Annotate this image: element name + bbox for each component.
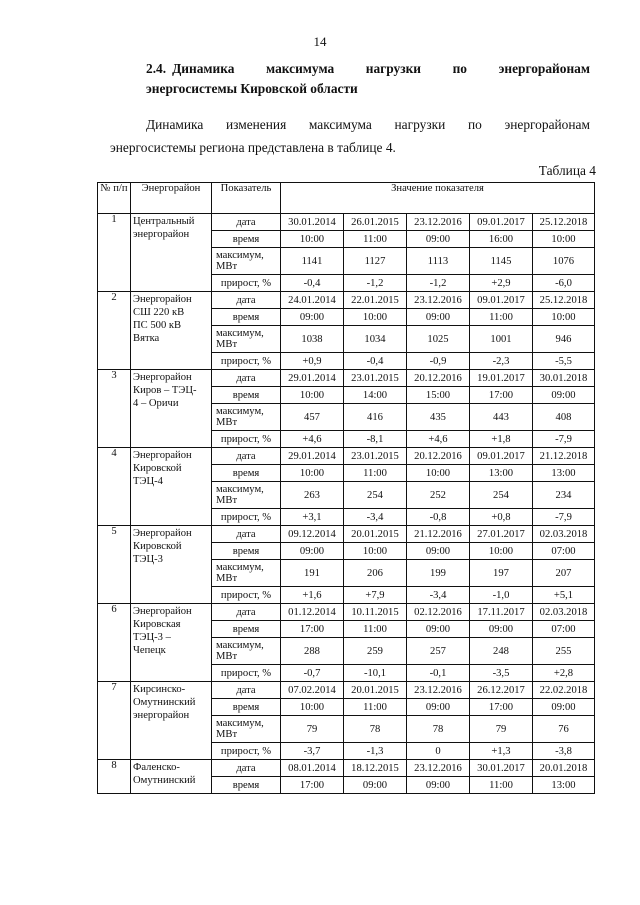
value-cell: 79 [281,716,344,743]
value-cell: -5,5 [533,353,595,370]
value-cell: 29.01.2014 [281,370,344,387]
value-cell: 09.01.2017 [470,448,533,465]
region-name-line: Энергорайон [133,450,192,461]
indicator-label: время [212,387,281,404]
region-name-line: энергорайон [133,229,190,240]
value-cell: 13:00 [533,465,595,482]
indicator-label: дата [212,526,281,543]
region-name-line: Фаленско- [133,762,180,773]
value-cell: 10:00 [344,309,407,326]
region-name [131,682,212,760]
indicator-label: максимум, МВт [212,482,281,509]
value-cell: -10,1 [344,665,407,682]
value-cell: 0 [407,743,470,760]
value-cell: 09:00 [407,543,470,560]
value-cell: 10.11.2015 [344,604,407,621]
indicator-label: максимум, МВт [212,716,281,743]
value-cell: -0,9 [407,353,470,370]
value-cell: 10:00 [407,465,470,482]
value-cell: 02.03.2018 [533,526,595,543]
value-cell: 206 [344,560,407,587]
value-cell: +7,9 [344,587,407,604]
value-cell: 20.01.2015 [344,682,407,699]
value-cell: 252 [407,482,470,509]
value-cell: 946 [533,326,595,353]
value-cell: 17:00 [470,699,533,716]
region-name-line: ТЭЦ-3 [133,554,163,565]
value-cell: 09:00 [407,621,470,638]
value-cell: +1,8 [470,431,533,448]
indicator-label: время [212,465,281,482]
value-cell: -7,9 [533,431,595,448]
value-cell: -3,7 [281,743,344,760]
value-cell: +1,3 [470,743,533,760]
indicator-label: прирост, % [212,353,281,370]
value-cell: 25.12.2018 [533,292,595,309]
region-number: 1 [98,214,131,292]
value-cell: 09:00 [344,777,407,794]
value-cell: -1,3 [344,743,407,760]
value-cell: 11:00 [344,231,407,248]
value-cell: 09:00 [281,309,344,326]
value-cell: 11:00 [470,309,533,326]
value-cell: -8,1 [344,431,407,448]
value-cell: 23.01.2015 [344,370,407,387]
intro-word: по [467,117,482,132]
indicator-label: дата [212,604,281,621]
region-name [131,292,212,370]
value-cell: 10:00 [281,387,344,404]
table-row [98,760,595,777]
value-cell: +5,1 [533,587,595,604]
value-cell: 10:00 [533,309,595,326]
value-cell: 20.01.2015 [344,526,407,543]
indicator-label: прирост, % [212,509,281,526]
value-cell: 1038 [281,326,344,353]
value-cell: -1,2 [344,275,407,292]
value-cell: 09.12.2014 [281,526,344,543]
value-cell: 07:00 [533,621,595,638]
value-cell: -6,0 [533,275,595,292]
value-cell: 25.12.2018 [533,214,595,231]
value-cell: 17:00 [281,777,344,794]
region-name [131,526,212,604]
value-cell: 191 [281,560,344,587]
region-number: 6 [98,604,131,682]
value-cell: 08.01.2014 [281,760,344,777]
table-row [98,448,595,465]
value-cell: 10:00 [281,699,344,716]
region-name-line: Киров – ТЭЦ- [133,385,197,396]
value-cell: 10:00 [281,465,344,482]
intro-line-1 [110,113,590,136]
value-cell: 1141 [281,248,344,275]
value-cell: 09:00 [407,231,470,248]
value-cell: -0,7 [281,665,344,682]
value-cell: 255 [533,638,595,665]
region-name-line: Чепецк [133,645,166,656]
value-cell: 199 [407,560,470,587]
value-cell: 30.01.2014 [281,214,344,231]
heading-number: 2.4. [146,61,167,76]
value-cell: -0,8 [407,509,470,526]
value-cell: 259 [344,638,407,665]
value-cell: -0,1 [407,665,470,682]
region-name-line: ТЭЦ-3 – [133,632,171,643]
value-cell: 1127 [344,248,407,275]
value-cell: 23.12.2016 [407,214,470,231]
value-cell: 11:00 [344,465,407,482]
value-cell: 23.12.2016 [407,682,470,699]
value-cell: 1113 [407,248,470,275]
section-heading [146,59,590,99]
value-cell: 1076 [533,248,595,275]
value-cell: 457 [281,404,344,431]
heading-word: по [452,61,468,76]
region-name [131,760,212,794]
value-cell: 07.02.2014 [281,682,344,699]
value-cell: -3,4 [344,509,407,526]
value-cell: 21.12.2018 [533,448,595,465]
table-row [98,292,595,309]
value-cell: -3,4 [407,587,470,604]
region-name-line: Кировская [133,619,181,630]
value-cell: +2,8 [533,665,595,682]
indicator-label: максимум, МВт [212,404,281,431]
header-num: № п/п [98,183,131,214]
value-cell: 20.12.2016 [407,370,470,387]
region-name-line: ПС 500 кВ [133,320,182,331]
value-cell: 435 [407,404,470,431]
value-cell: -2,3 [470,353,533,370]
value-cell: 22.01.2015 [344,292,407,309]
indicator-label: прирост, % [212,743,281,760]
value-cell: 14:00 [344,387,407,404]
heading-word: максимума [266,61,335,76]
indicator-label: прирост, % [212,275,281,292]
value-cell: 09:00 [470,621,533,638]
value-cell: 1001 [470,326,533,353]
value-cell: 11:00 [470,777,533,794]
value-cell: 20.01.2018 [533,760,595,777]
value-cell: 18.12.2015 [344,760,407,777]
indicator-label: время [212,231,281,248]
value-cell: +0,9 [281,353,344,370]
value-cell: 11:00 [344,699,407,716]
value-cell: -1,0 [470,587,533,604]
value-cell: 11:00 [344,621,407,638]
indicator-label: прирост, % [212,431,281,448]
value-cell: 17.11.2017 [470,604,533,621]
region-number: 4 [98,448,131,526]
indicator-label: максимум, МВт [212,248,281,275]
value-cell: 09:00 [533,699,595,716]
value-cell: 21.12.2016 [407,526,470,543]
value-cell: 23.01.2015 [344,448,407,465]
value-cell: 09:00 [407,777,470,794]
page-number: 14 [313,34,327,49]
value-cell: 02.03.2018 [533,604,595,621]
value-cell: 443 [470,404,533,431]
region-name [131,604,212,682]
load-dynamics-table [97,182,595,794]
value-cell: -1,2 [407,275,470,292]
indicator-label: время [212,309,281,326]
region-name [131,214,212,292]
region-name-line: Центральный [133,216,195,227]
value-cell: -3,5 [470,665,533,682]
value-cell: 78 [407,716,470,743]
value-cell: 1025 [407,326,470,353]
value-cell: 76 [533,716,595,743]
heading-word: 2.4. Динамика [146,61,235,76]
value-cell: 01.12.2014 [281,604,344,621]
indicator-label: дата [212,448,281,465]
value-cell: 09.01.2017 [470,292,533,309]
intro-word: изменения [225,117,287,132]
intro-word: максимума [308,117,372,132]
region-name-line: Энергорайон [133,294,192,305]
region-name-line: Кировской [133,463,182,474]
value-cell: 197 [470,560,533,587]
region-name-line: Кирсинско- [133,684,186,695]
value-cell: +0,8 [470,509,533,526]
value-cell: 09:00 [407,699,470,716]
header-region: Энергорайон [131,183,212,214]
value-cell: 257 [407,638,470,665]
value-cell: +2,9 [470,275,533,292]
heading-word: нагрузки [365,61,422,76]
intro-word: энергорайонам [504,117,590,132]
region-name-line: Энергорайон [133,606,192,617]
indicator-label: дата [212,682,281,699]
value-cell: 17:00 [281,621,344,638]
region-name-line: Омутнинский [133,775,196,786]
table-row [98,370,595,387]
value-cell: +3,1 [281,509,344,526]
indicator-label: время [212,621,281,638]
value-cell: 02.12.2016 [407,604,470,621]
indicator-label: дата [212,214,281,231]
region-name [131,448,212,526]
value-cell: 27.01.2017 [470,526,533,543]
value-cell: 24.01.2014 [281,292,344,309]
intro-word: Динамика [146,117,204,132]
value-cell: 19.01.2017 [470,370,533,387]
intro-word: нагрузки [394,117,446,132]
region-name [131,370,212,448]
value-cell: 22.02.2018 [533,682,595,699]
value-cell: 263 [281,482,344,509]
value-cell: 23.12.2016 [407,292,470,309]
indicator-label: время [212,777,281,794]
indicator-label: время [212,543,281,560]
region-name-line: Энергорайон [133,528,192,539]
indicator-label: время [212,699,281,716]
region-number: 5 [98,526,131,604]
indicator-label: максимум, МВт [212,326,281,353]
region-number: 8 [98,760,131,794]
value-cell: 09:00 [407,309,470,326]
header-value: Значение показателя [281,183,595,214]
value-cell: 30.01.2018 [533,370,595,387]
heading-word: энергорайонам [498,61,590,76]
region-name-line: Энергорайон [133,372,192,383]
value-cell: -3,8 [533,743,595,760]
value-cell: 15:00 [407,387,470,404]
value-cell: 10:00 [281,231,344,248]
value-cell: 16:00 [470,231,533,248]
intro-paragraph [110,113,590,159]
region-name-line: ТЭЦ-4 [133,476,163,487]
region-name-line: Вятка [133,333,160,344]
value-cell: 254 [344,482,407,509]
region-number: 3 [98,370,131,448]
value-cell: 09:00 [281,543,344,560]
table-body [98,214,595,794]
value-cell: 26.01.2015 [344,214,407,231]
value-cell: 07:00 [533,543,595,560]
region-number: 2 [98,292,131,370]
value-cell: 17:00 [470,387,533,404]
value-cell: -0,4 [344,353,407,370]
value-cell: -0,4 [281,275,344,292]
table-row [98,214,595,231]
value-cell: 1145 [470,248,533,275]
value-cell: 29.01.2014 [281,448,344,465]
indicator-label: прирост, % [212,665,281,682]
intro-line-2: энергосистемы региона представлена в таблице 4. [110,140,396,155]
table-row [98,526,595,543]
indicator-label: дата [212,760,281,777]
value-cell: 248 [470,638,533,665]
value-cell: 207 [533,560,595,587]
value-cell: 10:00 [470,543,533,560]
value-cell: 234 [533,482,595,509]
value-cell: 23.12.2016 [407,760,470,777]
value-cell: 10:00 [344,543,407,560]
region-name-line: Омутнинский [133,697,196,708]
region-name-line: СШ 220 кВ [133,307,185,318]
value-cell: 13:00 [533,777,595,794]
table-row [98,682,595,699]
value-cell: 408 [533,404,595,431]
value-cell: 1034 [344,326,407,353]
region-name-line: энергорайон [133,710,190,721]
header-indicator: Показатель [212,183,281,214]
heading-line-2: энергосистемы Кировской области [146,81,358,96]
value-cell: +4,6 [281,431,344,448]
value-cell: 13:00 [470,465,533,482]
region-number: 7 [98,682,131,760]
value-cell: 10:00 [533,231,595,248]
value-cell: 09:00 [533,387,595,404]
table-header-row [98,183,595,214]
value-cell: +4,6 [407,431,470,448]
heading-line-1 [146,59,590,79]
indicator-label: максимум, МВт [212,638,281,665]
value-cell: 20.12.2016 [407,448,470,465]
value-cell: 09.01.2017 [470,214,533,231]
value-cell: 78 [344,716,407,743]
indicator-label: прирост, % [212,587,281,604]
value-cell: 288 [281,638,344,665]
region-name-line: Кировской [133,541,182,552]
value-cell: 30.01.2017 [470,760,533,777]
value-cell: +1,6 [281,587,344,604]
value-cell: 26.12.2017 [470,682,533,699]
region-name-line: 4 – Оричи [133,398,179,409]
indicator-label: максимум, МВт [212,560,281,587]
table-row [98,604,595,621]
value-cell: 416 [344,404,407,431]
value-cell: 254 [470,482,533,509]
value-cell: -7,9 [533,509,595,526]
table-caption: Таблица 4 [538,163,596,178]
indicator-label: дата [212,370,281,387]
indicator-label: дата [212,292,281,309]
value-cell: 79 [470,716,533,743]
